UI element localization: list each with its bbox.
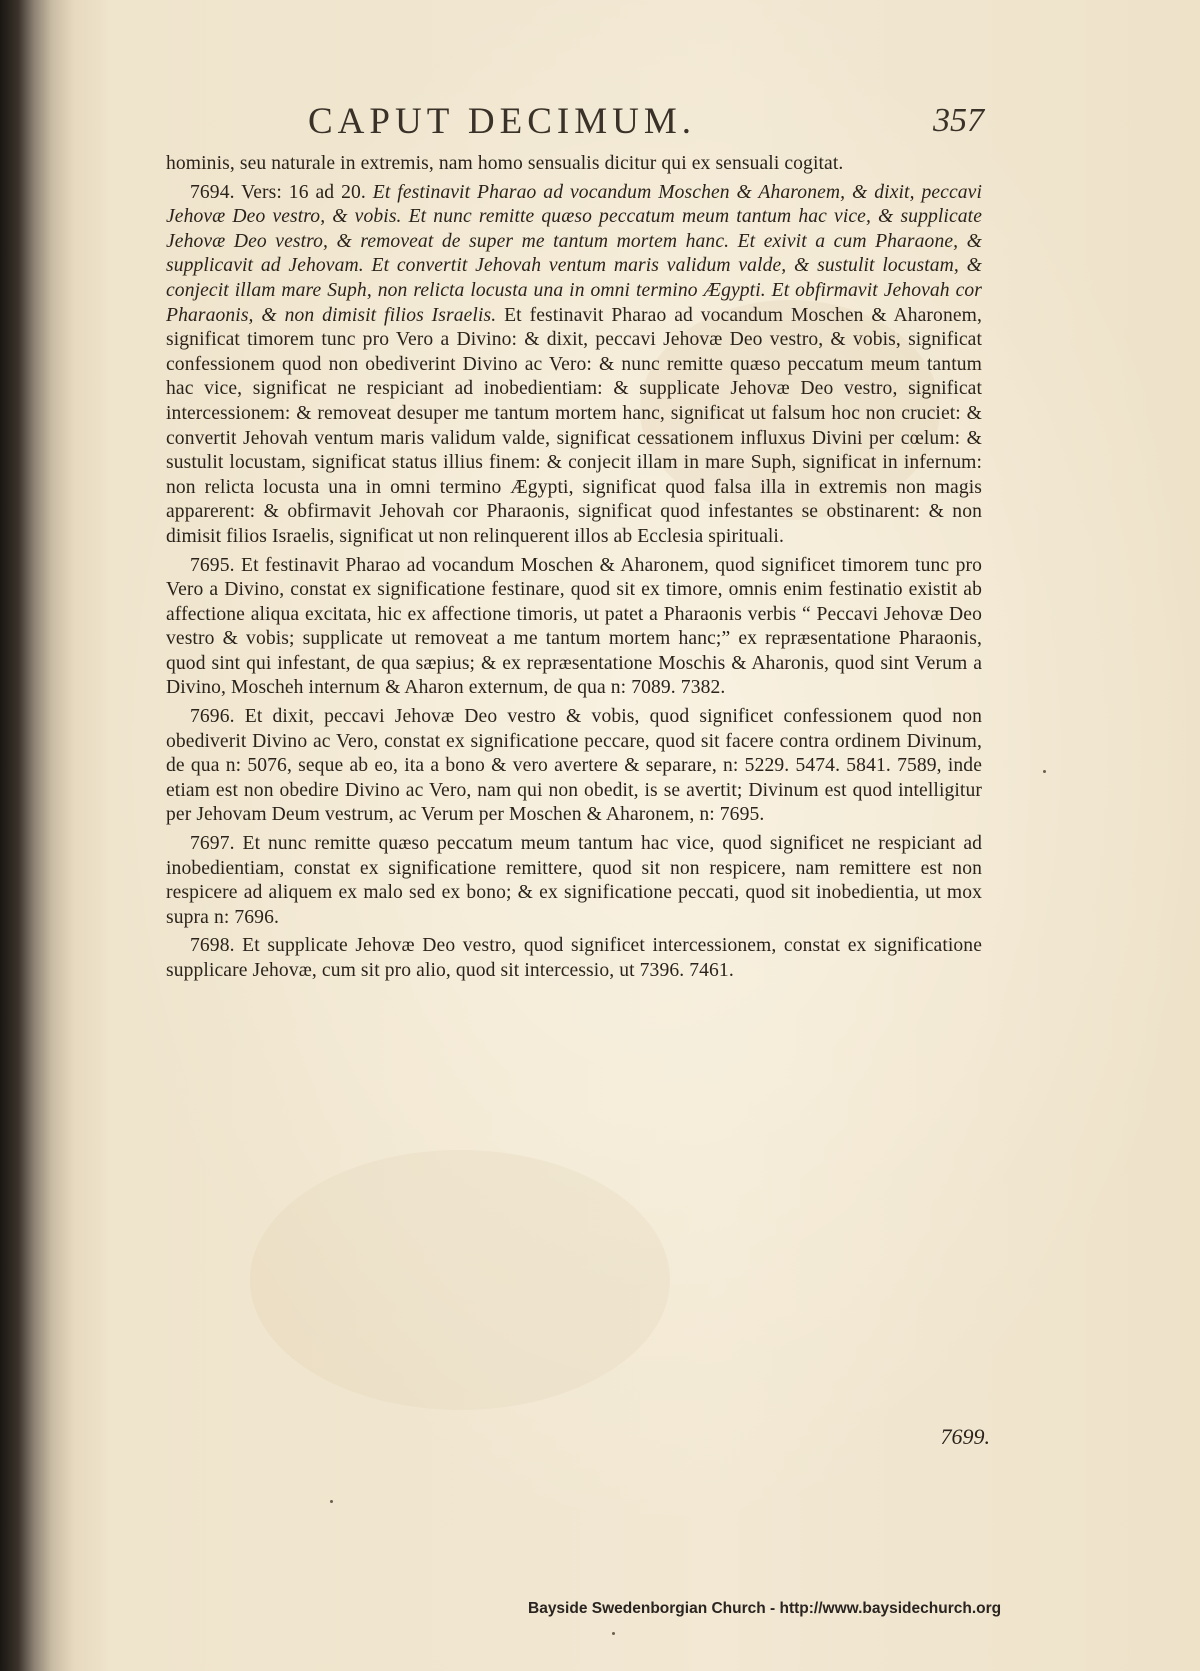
paragraph-continuation (166, 152, 982, 177)
paragraph-text: Et nunc remitte quæso peccatum meum tantum hac vice, quod significet ne respiciant ad inobedientiam, constat ex significatione remittere, quod sit non respicere, nam remittere est non respicere ad aliquem ex malo sed ex bono; & ex significatione peccati, quod sit inobedientia, ut mox supra n: 7696. (166, 833, 983, 928)
scripture-quote: Et festinavit Pharao ad vocandum Moschen & Aharonem, & dixit, peccavi Jehovæ Deo vestro, & vobis. Et nunc remitte quæso peccatum meum tantum hac vice, & supplicate Jehovæ Deo vestro, & removeat de super me tantum mortem hanc. Et exivit a cum Pharaone, & supplicavit ad Jehovam. Et convertit Jehovah ventum maris validum valde, & sustulit locustam, & conjecit illam mare Suph, non relicta locusta una in omni termino Ægypti. Et obfirmavit Jehovah cor Pharaonis, & non dimisit filios Israelis. (166, 181, 983, 326)
paragraph-7695 (166, 554, 982, 702)
paragraph-text: Et festinavit Pharao ad vocandum Moschen & Aharonem, quod significet timorem tunc pro Vero a Divino, constat ex significatione festinare, quod sit ex timore, omnis enim festinatio existit ab affectione aliqua excitata, hic ex affectione timoris, ut patet a Pharaonis verbis “ Peccavi Jehovæ Deo vestro & vobis; supplicate ut removeat a me tantum mortem hanc;” ex repræsentatione Pharaonis, quod sint qui infestant, de qua sæpius; & ex repræsentatione Moschis & Aharonis, quod sint Verum a Divino, Moscheh internum & Aharon externum, de qua n: 7089. 7382. (166, 554, 983, 699)
ink-speck (330, 1500, 333, 1503)
paragraph-number: 7697. (190, 833, 235, 855)
watermark-credit: Bayside Swedenborgian Church - http://www.baysidechurch.org (528, 1600, 1002, 1617)
catchword: 7699. (940, 1424, 990, 1449)
body-text (166, 152, 982, 988)
page-header (150, 100, 990, 160)
paragraph-number: 7698. (190, 935, 235, 957)
running-head: CAPUT DECIMUM. (308, 101, 696, 142)
paragraph-7698 (166, 934, 982, 983)
paragraph-number: 7696. (190, 706, 235, 728)
ink-speck (612, 1632, 615, 1635)
page-number: 357 (933, 102, 984, 139)
paragraph-text: Et dixit, peccavi Jehovæ Deo vestro & vobis, quod significet confessionem quod non obediverit Divino ac Vero, constat ex significatione peccare, quod sit facere contra ordinem Divinum, de qua n: 5076, seque ab eo, ita a bono & vero avertere & separare, n: 5229. 5474. 5841. 7589, inde etiam est non obedire Divino ac Vero, nam qui non obedit, is se avertit; Divinum est quod intelligitur per Jehovam Deum vestrum, ac Verum per Moschen & Aharonem, n: 7695. (166, 706, 982, 826)
paragraph-7696 (166, 705, 982, 828)
paragraph-number: 7695. (190, 554, 235, 576)
paragraph-7697 (166, 832, 982, 930)
paragraph-text: hominis, seu naturale in extremis, nam homo sensualis dicitur qui ex sensuali cogitat. (166, 153, 844, 174)
verse-reference: Vers: 16 ad 20. (241, 181, 366, 203)
paragraph-number: 7694. (190, 181, 235, 203)
paragraph-7694 (166, 181, 982, 550)
ink-speck (1043, 770, 1046, 773)
paragraph-text: Et supplicate Jehovæ Deo vestro, quod significet intercessionem, constat ex significatione supplicare Jehovæ, cum sit pro alio, quod sit intercessio, ut 7396. 7461. (166, 935, 982, 981)
paper-stain (250, 1150, 670, 1410)
paragraph-text: Et festinavit Pharao ad vocandum Moschen & Aharonem, significat timorem tunc pro Vero a Divino: & dixit, peccavi Jehovæ Deo vestro, & vobis, significat confessionem quod non obediverint Divino ac Vero: & nunc remitte quæso peccatum meum tantum hac vice, significat ne respiciant ad inobedientiam: & supplicate Jehovæ Deo vestro, significat intercessionem: & removeat desuper me tantum mortem hanc, significat ut falsum hoc non cruciet: & convertit Jehovah ventum maris validum valde, significat cessationem influxus Divini per cœlum: & sustulit locustam, significat status illius finem: & conjecit illam in mare Suph, significat in infernum: non relicta locusta una in omni termino Ægypti, significat quod falsa illa in extremis non magis apparerent: & obfirmavit Jehovah cor Pharaonis, significat quod infestantes se obstinarent: & non dimisit filios Israelis, significat ut non relinquerent illos ab Ecclesia spirituali. (166, 304, 982, 547)
